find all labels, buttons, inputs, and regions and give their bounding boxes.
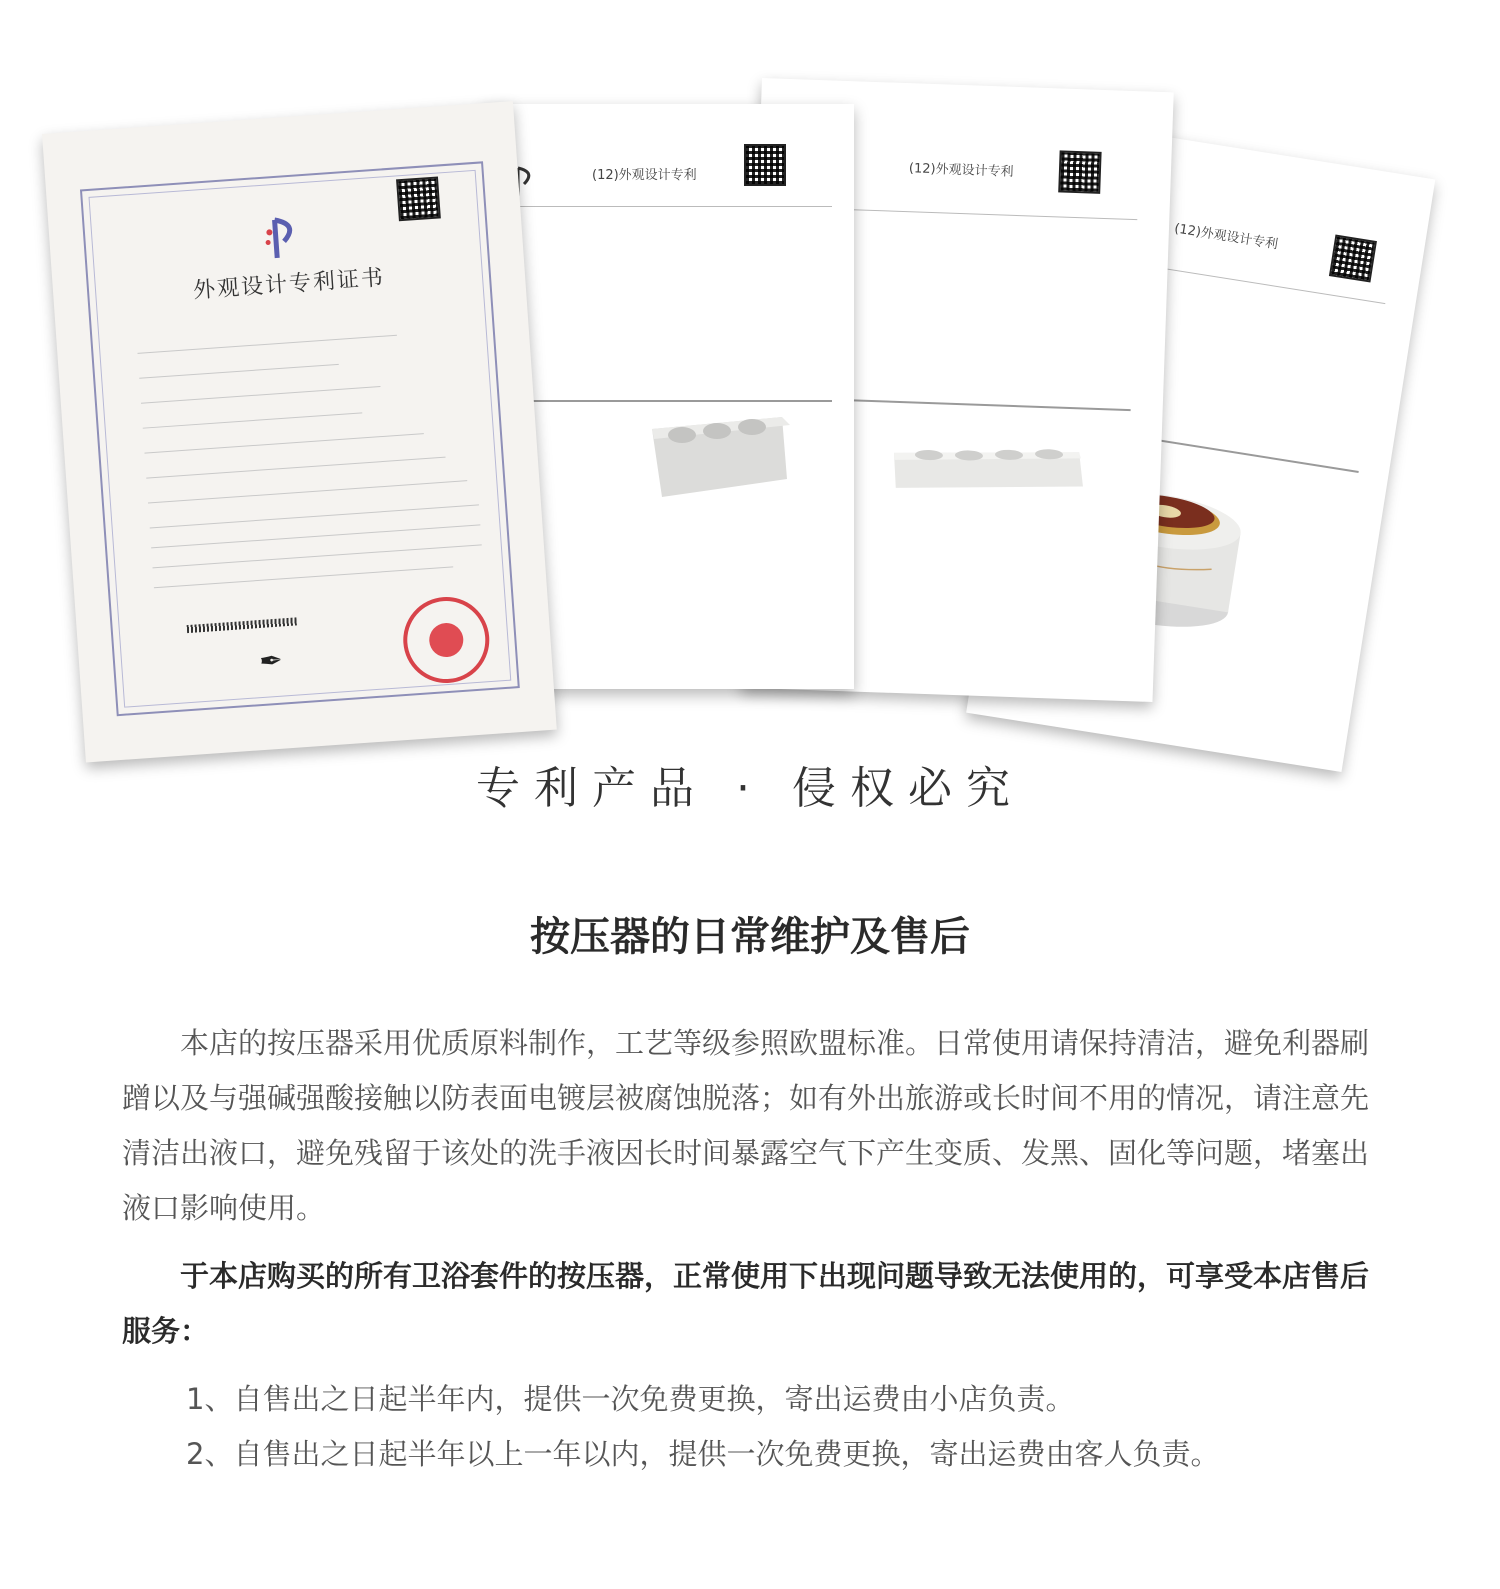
patent-page-heading: (12)外观设计专利	[592, 168, 697, 183]
service-item-1: 1、自售出之日起半年内，提供一次免费更换，寄出运费由小店负责。	[186, 1382, 1075, 1416]
qr-code-icon	[1058, 150, 1101, 193]
signature: ✒	[258, 643, 284, 679]
marble-holder-image	[887, 428, 1089, 505]
service-item-2: 2、自售出之日起半年以上一年以内，提供一次免费更换，寄出运费由客人负责。	[186, 1437, 1220, 1471]
three-hole-holder-image	[642, 409, 802, 509]
section-title: 按压器的日常维护及售后	[530, 914, 970, 960]
patent-documents-image	[0, 0, 1500, 790]
patent-office-logo-icon	[260, 215, 290, 249]
qr-code-icon	[744, 144, 786, 186]
patent-page-heading: (12)外观设计专利	[908, 161, 1014, 180]
patent-certificate	[42, 101, 557, 762]
headline: 专利产品 · 侵权必究	[476, 763, 1024, 814]
qr-code-icon	[1329, 235, 1377, 283]
after-sales-paragraph: 于本店购买的所有卫浴套件的按压器，正常使用下出现问题导致无法使用的，可享受本店售后服务：	[122, 1259, 1370, 1348]
certificate-title: 外观设计专利证书	[192, 265, 386, 304]
maintenance-paragraph: 本店的按压器采用优质原料制作，工艺等级参照欧盟标准。日常使用请保持清洁，避免利器刷蹭以及与强碱强酸接触以防表面电镀层被腐蚀脱落；如有外出旅游或长时间不用的情况，请注意先清洁出液口，避免残留于该处的洗手液因长时间暴露空气下产生变质、发黑、固化等问题，堵塞出液口影响使用。	[122, 1026, 1370, 1225]
qr-code-icon	[396, 176, 441, 221]
patent-page-heading: (12)外观设计专利	[1173, 221, 1279, 253]
